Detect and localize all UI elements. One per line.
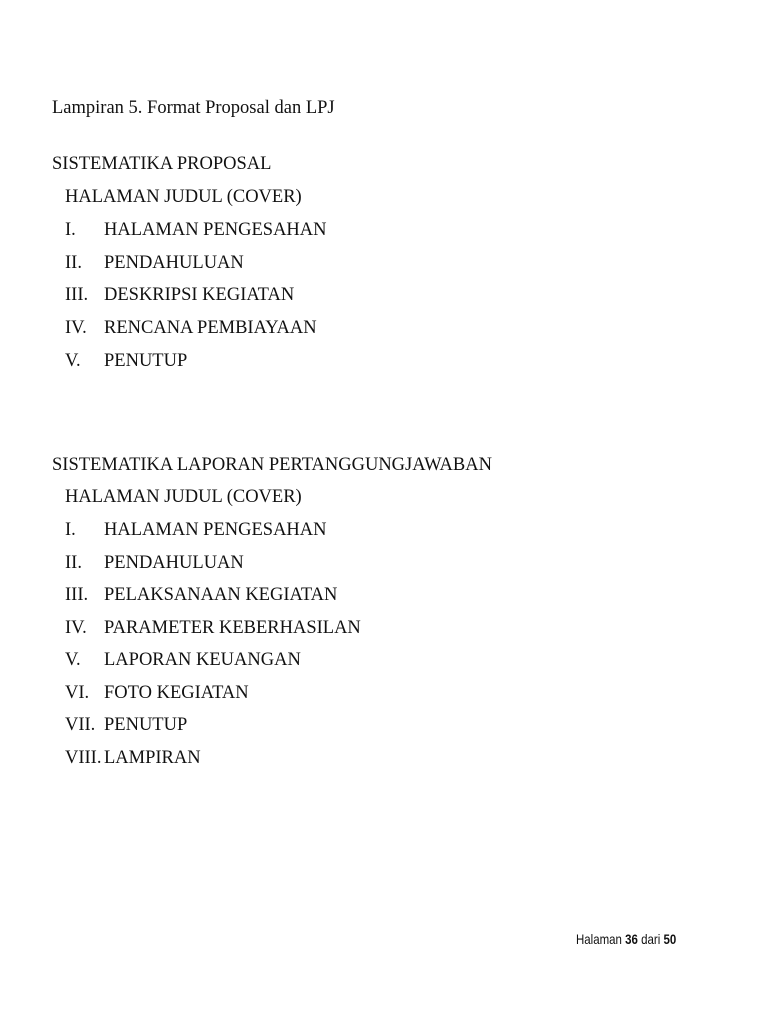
list-item-label: LAPORAN KEUANGAN [104, 650, 301, 670]
proposal-section-title: SISTEMATIKA PROPOSAL [52, 154, 272, 174]
list-item-number: I. [65, 220, 76, 240]
list-item-label: DESKRIPSI KEGIATAN [104, 285, 295, 305]
list-item-number: V. [65, 650, 81, 670]
list-item-number: II. [65, 553, 82, 573]
list-item-number: VIII. [65, 748, 102, 768]
lpj-cover-item: HALAMAN JUDUL (COVER) [65, 487, 302, 507]
page-heading: Lampiran 5. Format Proposal dan LPJ [52, 98, 335, 118]
footer-middle: dari [641, 931, 661, 947]
list-item-label: RENCANA PEMBIAYAAN [104, 318, 317, 338]
proposal-cover-item: HALAMAN JUDUL (COVER) [65, 187, 302, 207]
list-item-number: IV. [65, 318, 87, 338]
lpj-section-title: SISTEMATIKA LAPORAN PERTANGGUNGJAWABAN [52, 455, 492, 475]
list-item-number: VI. [65, 683, 90, 703]
list-item-label: PENUTUP [104, 715, 188, 735]
list-item-label: FOTO KEGIATAN [104, 683, 249, 703]
list-item-number: I. [65, 520, 76, 540]
current-page-number: 36 [625, 931, 638, 947]
list-item-label: HALAMAN PENGESAHAN [104, 220, 327, 240]
list-item-label: LAMPIRAN [104, 748, 201, 768]
list-item-number: III. [65, 585, 89, 605]
list-item-label: PELAKSANAAN KEGIATAN [104, 585, 338, 605]
list-item-label: PENUTUP [104, 351, 188, 371]
list-item-label: HALAMAN PENGESAHAN [104, 520, 327, 540]
list-item-number: VII. [65, 715, 96, 735]
page-number-footer [576, 932, 676, 946]
list-item-number: II. [65, 253, 82, 273]
list-item-label: PENDAHULUAN [104, 253, 244, 273]
footer-prefix: Halaman [576, 931, 622, 947]
list-item-number: V. [65, 351, 81, 371]
list-item-label: PENDAHULUAN [104, 553, 244, 573]
list-item-number: III. [65, 285, 89, 305]
list-item-label: PARAMETER KEBERHASILAN [104, 618, 361, 638]
list-item-number: IV. [65, 618, 87, 638]
total-pages-number: 50 [663, 931, 677, 947]
